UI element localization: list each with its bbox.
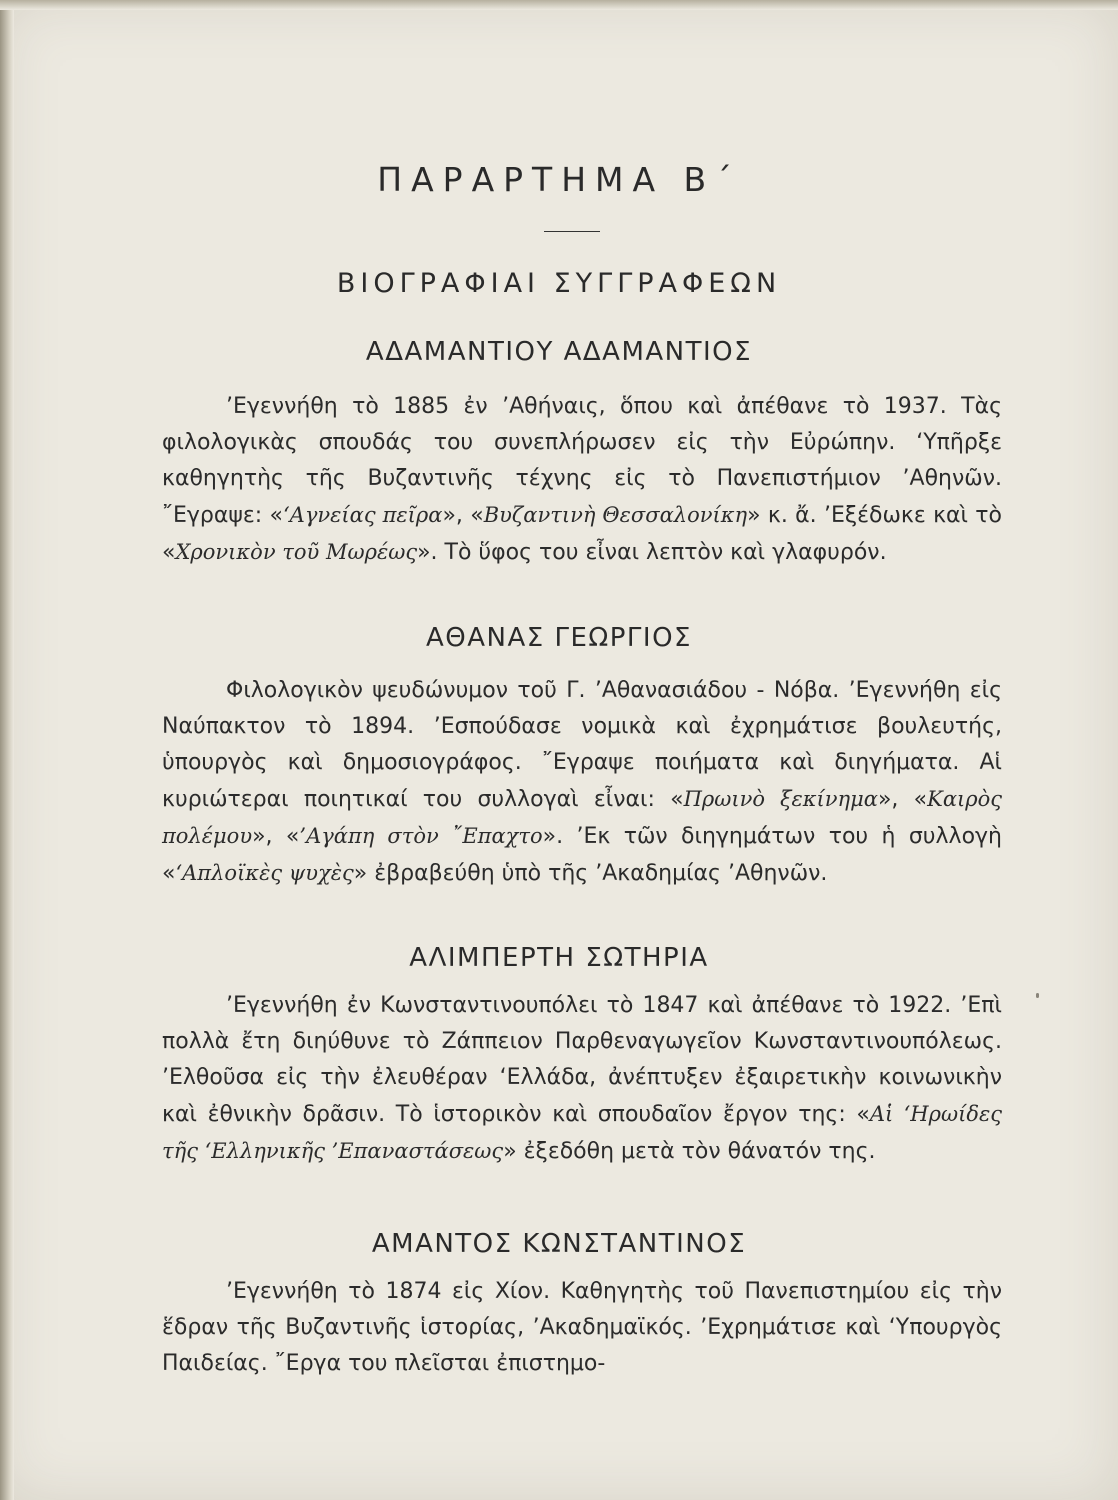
page-top-shadow — [0, 0, 1118, 10]
entry-name-adamantiou: ΑΔΑΜΑΝΤΙΟΥ ΑΔΑΜΑΝΤΙΟΣ — [365, 337, 753, 367]
section-title: ΒΙΟΓΡΑΦΙΑΙ ΣΥΓΓΡΑΦΕΩΝ — [336, 268, 782, 299]
entry-text-athanas: Φιλολογικὸν ψευδώνυμον τοῦ Γ. ’Αθανασιάδου - Νόβα. ’Εγεννήθη εἰς Ναύπακτον τὸ 1894. ’Εσπούδασε νομικὰ καὶ ἐχρημάτισε βουλευτής, ὑπουργὸς καὶ δημοσιογράφος. ῎Εγραψε ποιήματα καὶ διηγήματα. Αἱ κυριώτεραι ποιητικαί του συλλογαὶ εἶναι: «Πρωινὸ ξεκίνημα», «Καιρὸς πολέμου», «’Αγάπη στὸν ῎Επαχτο». ’Εκ τῶν διηγημάτων του ἡ συλλογὴ «‘Απλοϊκὲς ψυχὲς» ἐβραβεύθη ὑπὸ τῆς ’Ακαδημίας ’Αθηνῶν. — [162, 678, 1002, 886]
entry-text-amantos: ’Εγεννήθη τὸ 1874 εἰς Χίον. Καθηγητὴς τοῦ Πανεπιστημίου εἰς τὴν ἕδραν τῆς Βυζαντινῆς ἱστορίας, ’Ακαδημαϊκός. ’Εχρημάτισε καὶ ‘Υπουργὸς Παιδείας. ῎Εργα του πλεῖσται ἐπιστημο- — [162, 1279, 1002, 1376]
entry-name-athanas: ΑΘΑΝΑΣ ΓΕΩΡΓΙΟΣ — [426, 623, 692, 653]
entry-text-adamantiou: ’Εγεννήθη τὸ 1885 ἐν ’Αθήναις, ὅπου καὶ ἀπέθανε τὸ 1937. Τὰς φιλολογικὰς σπουδάς του συνεπλήρωσεν εἰς τὴν Εὐρώπην. ‘Υπῆρξε καθηγητὴς τῆς Βυζαντινῆς τέχνης εἰς τὸ Πανεπιστήμιον ’Αθηνῶν. ῎Εγραψε: «‘Αγνείας πεῖρα», «Βυζαντινὴ Θεσσαλονίκη» κ. ἄ. ’Εξέδωκε καὶ τὸ «Χρονικὸν τοῦ Μωρέως». Τὸ ὕφος του εἶναι λεπτὸν καὶ γλαφυρόν. — [162, 394, 1003, 565]
entry-name-alimperti: ΑΛΙΜΠΕΡΤΗ ΣΩΤΗΡΙΑ — [409, 943, 709, 973]
title-divider — [544, 231, 600, 232]
paper-speck — [1036, 993, 1039, 998]
entry-name-amantos: ΑΜΑΝΤΟΣ ΚΩΝΣΤΑΝΤΙΝΟΣ — [371, 1229, 747, 1259]
page-binding-shadow — [0, 0, 14, 1500]
appendix-title: ΠΑΡΑΡΤΗΜΑ Β΄ — [377, 160, 741, 199]
entry-text-alimperti: ’Εγεννήθη ἐν Κωνσταντινουπόλει τὸ 1847 καὶ ἀπέθανε τὸ 1922. ’Επὶ πολλὰ ἔτη διηύθυνε τὸ Ζάππειον Παρθεναγωγεῖον Κωνσταντινουπόλεως. ’Ελθοῦσα εἰς τὴν ἐλευθέραν ‘Ελλάδα, ἀνέπτυξεν ἐξαιρετικὴν κοινωνικὴν καὶ ἐθνικὴν δρᾶσιν. Τὸ ἱστορικὸν καὶ σπουδαῖον ἔργον της: «Αἱ ‘Ηρωίδες τῆς ‘Ελληνικῆς ’Επαναστάσεως» ἐξεδόθη μετὰ τὸν θάνατόν της. — [162, 993, 1002, 1164]
